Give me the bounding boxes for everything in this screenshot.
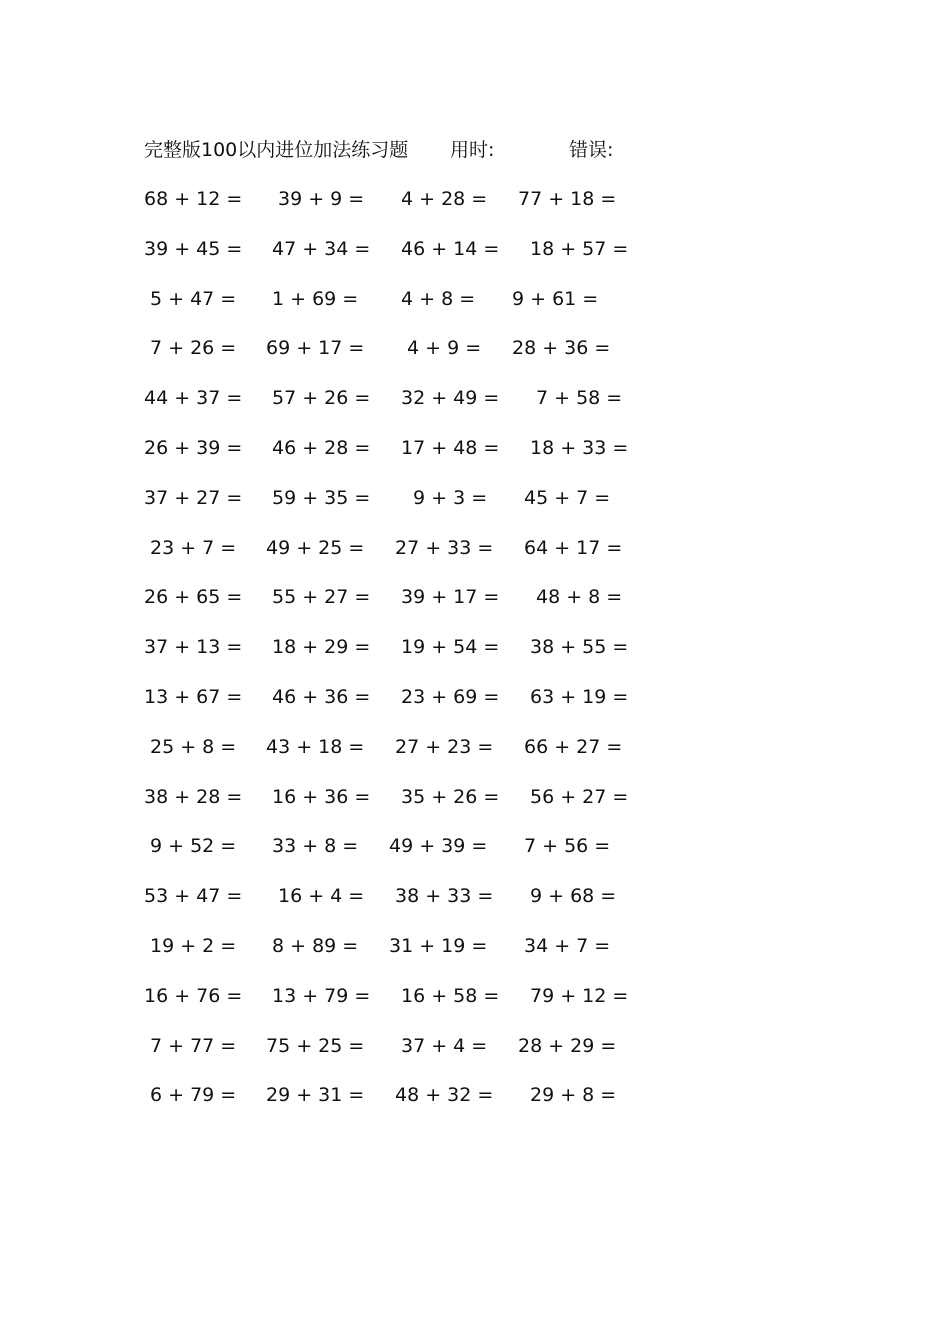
addition-problem: 39 + 45 = [144, 237, 243, 260]
problem-row [0, 782, 950, 812]
addition-problem: 37 + 13 = [144, 636, 243, 659]
addition-problem: 44 + 37 = [144, 387, 243, 410]
addition-problem: 4 + 8 = [401, 287, 476, 310]
addition-problem: 56 + 27 = [530, 785, 629, 808]
addition-problem: 18 + 29 = [272, 636, 371, 659]
addition-problem: 38 + 55 = [530, 636, 629, 659]
addition-problem: 7 + 56 = [524, 835, 611, 858]
addition-problem: 18 + 57 = [530, 237, 629, 260]
addition-problem: 53 + 47 = [144, 885, 243, 908]
addition-problem: 16 + 76 = [144, 984, 243, 1007]
addition-problem: 35 + 26 = [401, 785, 500, 808]
addition-problem: 1 + 69 = [272, 287, 359, 310]
addition-problem: 23 + 69 = [401, 686, 500, 708]
addition-problem: 19 + 54 = [401, 636, 500, 659]
problem-row [0, 732, 950, 762]
addition-problem: 32 + 49 = [401, 387, 500, 410]
addition-problem: 13 + 67 = [144, 686, 243, 708]
addition-problem: 6 + 79 = [150, 1084, 237, 1107]
addition-problem: 33 + 8 = [272, 835, 359, 858]
addition-problem: 31 + 19 = [389, 935, 488, 957]
addition-problem: 68 + 12 = [144, 188, 243, 210]
addition-problem: 8 + 89 = [272, 935, 359, 957]
addition-problem: 79 + 12 = [530, 984, 629, 1007]
addition-problem: 49 + 39 = [389, 835, 488, 858]
addition-problem: 64 + 17 = [524, 536, 623, 559]
addition-problem: 47 + 34 = [272, 237, 371, 260]
addition-problem: 29 + 31 = [266, 1084, 365, 1107]
addition-problem: 19 + 2 = [150, 935, 237, 957]
addition-problem: 26 + 65 = [144, 586, 243, 609]
addition-problem: 46 + 36 = [272, 686, 371, 708]
problem-row [0, 831, 950, 861]
addition-problem: 16 + 4 = [278, 885, 365, 908]
addition-problem: 9 + 52 = [150, 835, 237, 858]
addition-problem: 27 + 23 = [395, 735, 494, 758]
addition-problem: 28 + 36 = [512, 337, 611, 360]
problem-row [0, 682, 950, 712]
addition-problem: 27 + 33 = [395, 536, 494, 559]
problem-row [0, 582, 950, 612]
addition-problem: 77 + 18 = [518, 188, 617, 210]
problem-row [0, 533, 950, 563]
addition-problem: 59 + 35 = [272, 486, 371, 509]
addition-problem: 37 + 4 = [401, 1034, 488, 1057]
addition-problem: 48 + 32 = [395, 1084, 494, 1107]
addition-problem: 5 + 47 = [150, 287, 237, 310]
addition-problem: 48 + 8 = [536, 586, 623, 609]
problem-row [0, 881, 950, 911]
addition-problem: 7 + 58 = [536, 387, 623, 410]
addition-problem: 49 + 25 = [266, 536, 365, 559]
addition-problem: 69 + 17 = [266, 337, 365, 360]
addition-problem: 39 + 17 = [401, 586, 500, 609]
problem-row [0, 184, 950, 214]
addition-problem: 34 + 7 = [524, 935, 611, 957]
addition-problem: 29 + 8 = [530, 1084, 617, 1107]
addition-problem: 4 + 28 = [401, 188, 488, 210]
addition-problem: 4 + 9 = [407, 337, 482, 360]
addition-problem: 37 + 27 = [144, 486, 243, 509]
addition-problem: 46 + 28 = [272, 437, 371, 459]
addition-problem: 39 + 9 = [278, 188, 365, 210]
addition-problem: 13 + 79 = [272, 984, 371, 1007]
addition-problem: 25 + 8 = [150, 735, 237, 758]
problem-row [0, 632, 950, 662]
addition-problem: 23 + 7 = [150, 536, 237, 559]
addition-problem: 26 + 39 = [144, 437, 243, 459]
addition-problem: 16 + 36 = [272, 785, 371, 808]
addition-problem: 16 + 58 = [401, 984, 500, 1007]
addition-problem: 75 + 25 = [266, 1034, 365, 1057]
addition-problem: 46 + 14 = [401, 237, 500, 260]
problem-row [0, 981, 950, 1011]
time-used-label: 用时: [450, 139, 495, 161]
addition-problem: 55 + 27 = [272, 586, 371, 609]
addition-problem: 17 + 48 = [401, 437, 500, 459]
worksheet-title: 完整版100以内进位加法练习题 [144, 139, 409, 161]
addition-problem: 38 + 33 = [395, 885, 494, 908]
problem-row [0, 1031, 950, 1061]
addition-problem: 28 + 29 = [518, 1034, 617, 1057]
problem-row [0, 234, 950, 264]
addition-problem: 7 + 77 = [150, 1034, 237, 1057]
problem-row [0, 1080, 950, 1110]
problem-row [0, 433, 950, 463]
addition-problem: 43 + 18 = [266, 735, 365, 758]
addition-problem: 18 + 33 = [530, 437, 629, 459]
addition-problem: 9 + 61 = [512, 287, 599, 310]
addition-problem: 9 + 3 = [413, 486, 488, 509]
problem-row [0, 931, 950, 961]
problem-row [0, 333, 950, 363]
addition-problem: 63 + 19 = [530, 686, 629, 708]
addition-problem: 57 + 26 = [272, 387, 371, 410]
problem-row [0, 483, 950, 513]
addition-problem: 45 + 7 = [524, 486, 611, 509]
problem-row [0, 284, 950, 314]
addition-problem: 9 + 68 = [530, 885, 617, 908]
error-count-label: 错误: [569, 139, 614, 161]
problem-row [0, 383, 950, 413]
addition-problem: 7 + 26 = [150, 337, 237, 360]
addition-problem: 38 + 28 = [144, 785, 243, 808]
addition-problem: 66 + 27 = [524, 735, 623, 758]
